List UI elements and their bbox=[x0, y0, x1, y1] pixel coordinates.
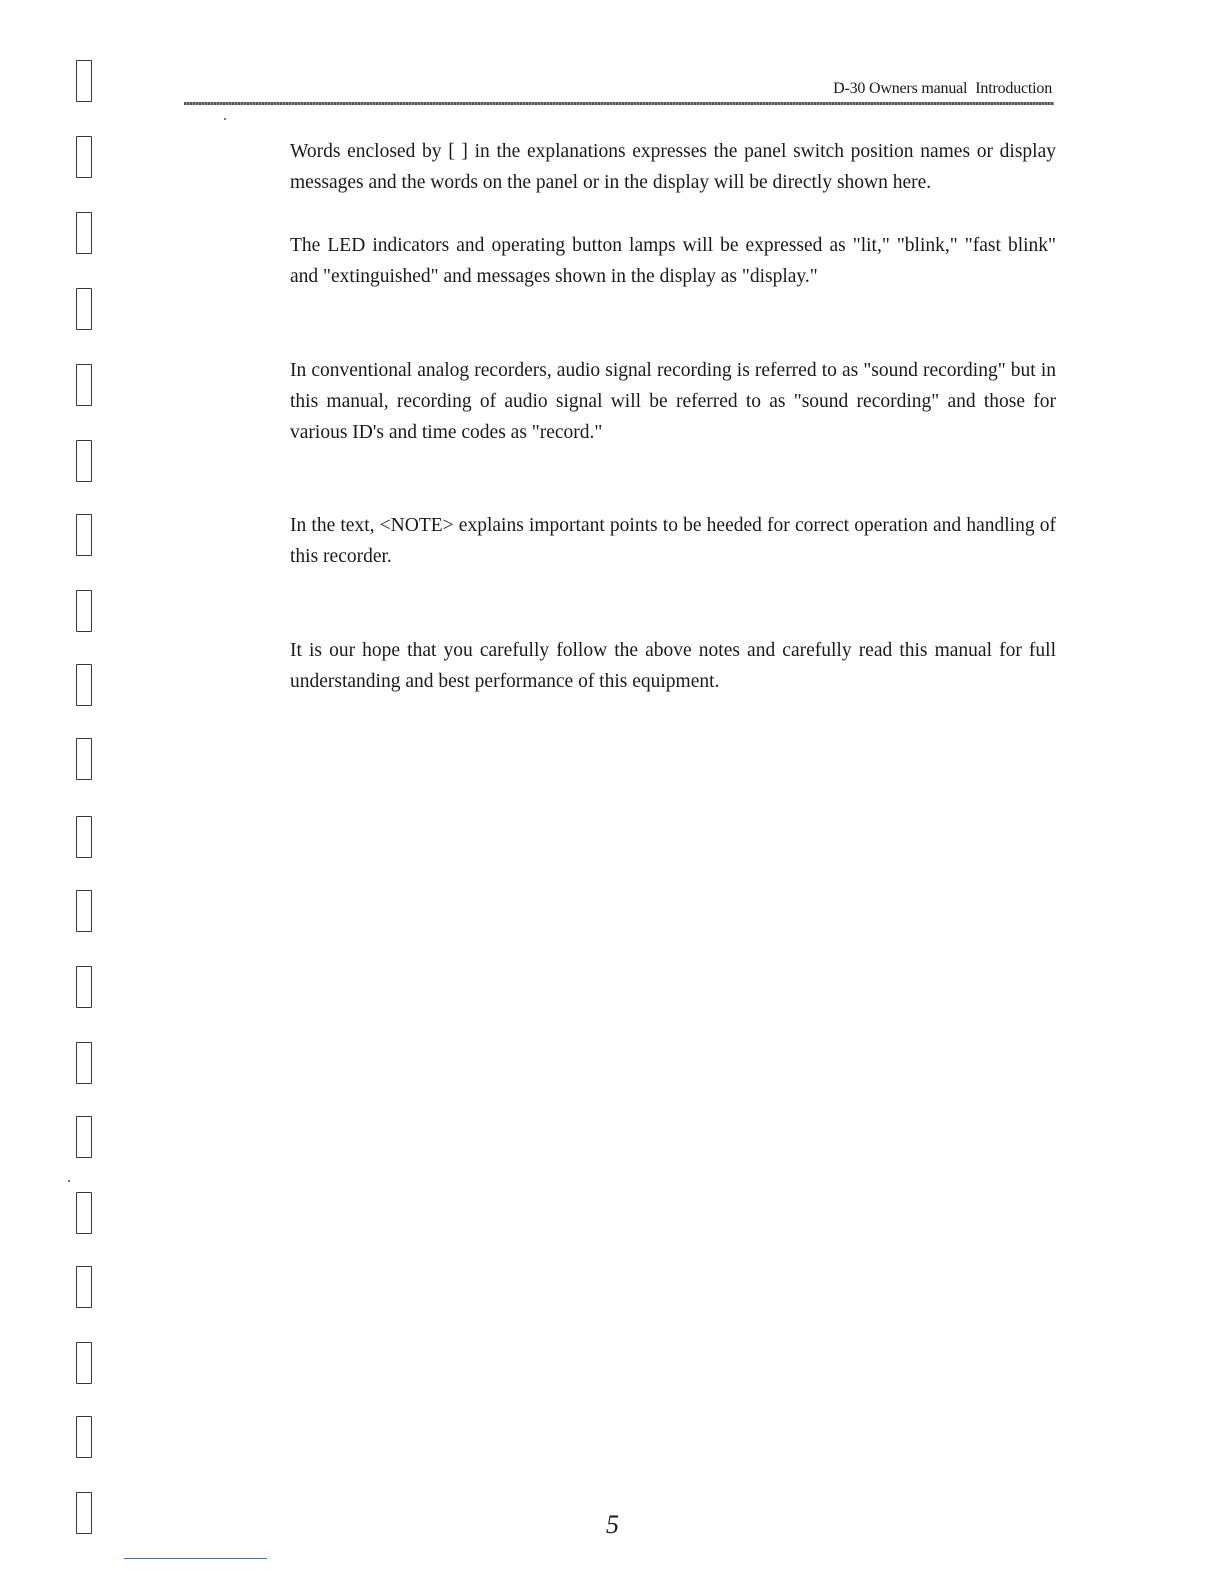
binder-hole bbox=[76, 440, 92, 482]
binder-hole bbox=[76, 1342, 92, 1384]
paragraph: Words enclosed by [ ] in the explanations expresses the panel switch position names or display messages and the words on the panel or in the display will be directly shown here. bbox=[290, 141, 1056, 193]
scan-speck bbox=[224, 118, 226, 120]
binder-hole bbox=[76, 966, 92, 1008]
header-text bbox=[833, 80, 1052, 98]
paragraph: It is our hope that you carefully follow the above notes and carefully read this manual for full understanding and best performance of this equipment. bbox=[290, 640, 1056, 692]
binder-hole bbox=[76, 212, 92, 254]
binder-hole bbox=[76, 1042, 92, 1084]
binder-hole bbox=[76, 1492, 92, 1534]
page-header bbox=[184, 80, 1054, 106]
binder-hole bbox=[76, 1266, 92, 1308]
binder-hole bbox=[76, 890, 92, 932]
binder-hole bbox=[76, 664, 92, 706]
binder-hole bbox=[76, 288, 92, 330]
binder-hole bbox=[76, 60, 92, 102]
binder-hole bbox=[76, 590, 92, 632]
footer-line bbox=[124, 1558, 267, 1559]
header-section: Introduction bbox=[975, 80, 1052, 97]
binder-hole bbox=[76, 514, 92, 556]
header-rule bbox=[184, 102, 1054, 105]
binder-hole bbox=[76, 136, 92, 178]
binder-hole bbox=[76, 1192, 92, 1234]
binder-hole bbox=[76, 1416, 92, 1458]
page-number: 5 bbox=[606, 1510, 619, 1539]
paragraph: In conventional analog recorders, audio signal recording is referred to as "sound recording" but in this manual, recording of audio signal will be referred to as "sound recording" and those for various ID's and time codes as "record." bbox=[290, 360, 1056, 443]
binder-hole bbox=[76, 1116, 92, 1158]
binder-hole bbox=[76, 816, 92, 858]
binder-holes bbox=[0, 0, 110, 1584]
binder-hole bbox=[76, 738, 92, 780]
header-doc-title: D-30 Owners manual bbox=[833, 80, 968, 97]
paragraph: The LED indicators and operating button lamps will be expressed as "lit," "blink," "fast blink" and "extinguished" and messages shown in the display as "display." bbox=[290, 235, 1056, 287]
scan-speck bbox=[68, 1180, 70, 1182]
paragraph: In the text, <NOTE> explains important points to be heeded for correct operation and handling of this recorder. bbox=[290, 515, 1056, 567]
binder-hole bbox=[76, 364, 92, 406]
